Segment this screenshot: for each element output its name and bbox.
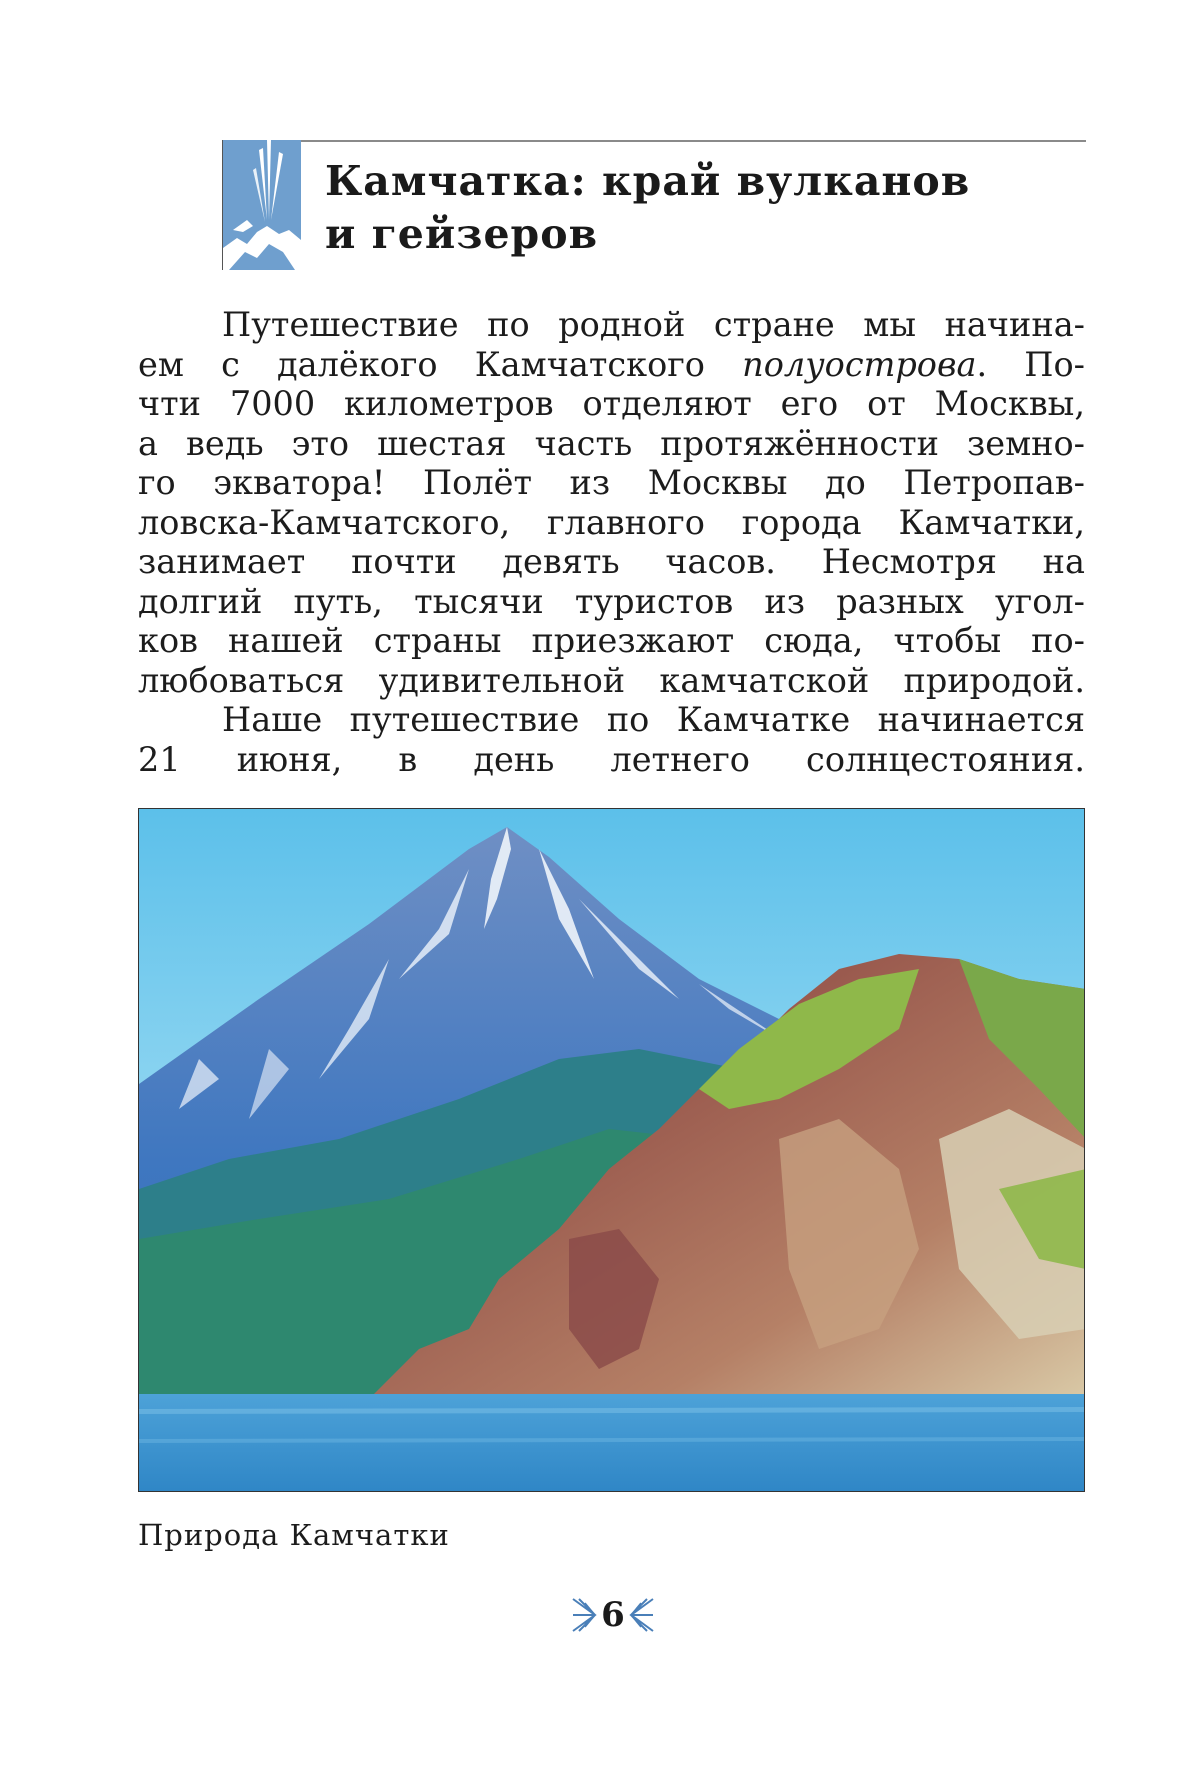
text-line: любоваться удивительной камчатской природой. xyxy=(138,660,1085,700)
title-line-2: и гейзеров xyxy=(325,210,599,258)
text-line: 21 июня, в день летнего солнцестояния. xyxy=(138,739,1085,779)
header-rule xyxy=(222,140,1086,142)
page-number-block xyxy=(568,1590,658,1640)
text-fragment: ем с далёкого Камчатского xyxy=(138,344,743,384)
title-line-1: Камчатка: край вулканов xyxy=(325,157,971,205)
volcano-geyser-icon xyxy=(222,140,301,270)
text-line: а ведь это шестая часть протяжённости земно- xyxy=(138,423,1085,463)
ornament-left-icon xyxy=(571,1595,597,1635)
text-line: Путешествие по родной стране мы начина- xyxy=(222,305,1085,344)
page-number: 6 xyxy=(601,1595,625,1635)
text-line: долгий путь, тысячи туристов из разных угол- xyxy=(138,581,1085,621)
text-line: ков нашей страны приезжают сюда, чтобы по- xyxy=(138,621,1085,660)
kamchatka-landscape-photo xyxy=(138,808,1085,1492)
text-line: занимает почти девять часов. Несмотря на xyxy=(138,542,1085,581)
text-line xyxy=(138,345,1085,385)
text-fragment: . По- xyxy=(976,344,1085,384)
italic-term: полуострова xyxy=(742,344,977,384)
body-paragraphs xyxy=(138,305,1085,779)
ornament-right-icon xyxy=(629,1595,655,1635)
text-line: чти 7000 километров отделяют его от Москвы, xyxy=(138,384,1085,423)
text-line: го экватора! Полёт из Москвы до Петропав- xyxy=(138,463,1085,502)
text-line: ловска-Камчатского, главного города Камчатки, xyxy=(138,502,1085,542)
text-line: Наше путешествие по Камчатке начинается xyxy=(222,700,1085,739)
page-title xyxy=(325,155,1065,261)
photo-caption: Природа Камчатки xyxy=(138,1518,450,1552)
